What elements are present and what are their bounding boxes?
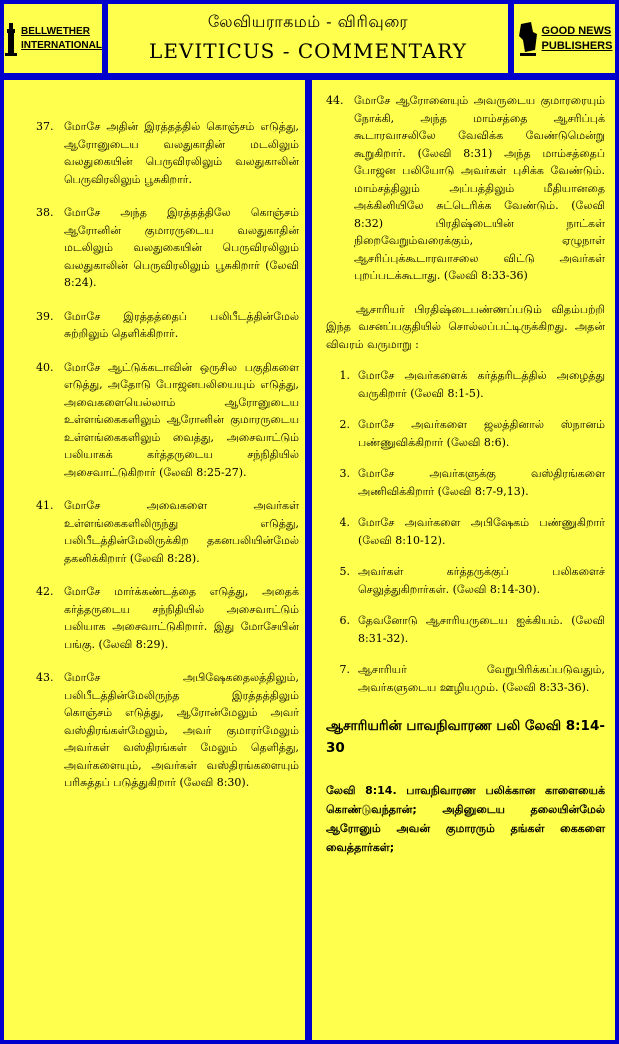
verse-37 xyxy=(36,118,299,188)
item-number: 6. xyxy=(339,614,350,627)
title-tamil: லேவியராகமம் - விரிவுரை xyxy=(207,12,409,31)
verse-text: மோசே அபிஷேகதைலத்திலும், பலிபீடத்தின்மேலிருந்த இரத்தத்திலும் கொஞ்சம் எடுத்து, ஆரோன்மேலும் அவர் வஸ்திரங்கள்மேலும், அவர் குமாரர்மேலும் அவர்கள் வஸ்திரங்கள் மேலும் தெளித்து, அவர்களையும், அவர்கள் வஸ்திரங்களையும் பரிசுத்தப் படுத்துகிறார் (லேவி 8:30). xyxy=(64,671,299,789)
right-column xyxy=(312,80,615,1040)
verse-number: 41. xyxy=(36,499,54,512)
verse-number: 43. xyxy=(36,671,54,684)
intro-paragraph: ஆசாரியர் பிரதிஷ்டைபண்ணப்படும் விதம்பற்றி இந்த வசனப்பகுதியில் சொல்லப்பட்டிருக்கிறது. அதன் விவரம் வருமாறு : xyxy=(326,302,605,351)
item-number: 5. xyxy=(339,565,350,578)
summary-item xyxy=(326,367,605,403)
item-text: மோசே அவர்களைக் கர்த்தரிடத்தில் அழைத்து வருகிறார் (லேவி 8:1-5). xyxy=(358,369,605,400)
final-paragraph: லேவி 8:14. பாவநிவாரண பலிக்கான காளையைக் கொண்டுவந்தான்; அதினுடைய தலையின்மேல் ஆரோனும் அவன் குமாரரும் தங்கள் கைகளை வைத்தார்கள்; xyxy=(326,784,605,854)
summary-item xyxy=(326,612,605,648)
verse-number: 38. xyxy=(36,206,54,219)
verse-38 xyxy=(36,204,299,292)
item-text: மோசே அவர்களுக்கு வஸ்திரங்களை அணிவிக்கிறார் (லேவி 8:7-9,13). xyxy=(358,467,605,498)
item-text: மோசே அவர்களை ஜலத்தினால் ஸ்நானம் பண்ணுவிக்கிறார் (லேவி 8:6). xyxy=(358,418,605,449)
summary-item xyxy=(326,563,605,599)
item-text: ஆசாரியர் வேறுபிரிக்கப்படுவதும், அவர்களுடைய ஊழியமும். (லேவி 8:33-36). xyxy=(358,663,605,694)
verse-text: மோசே அந்த இரத்தத்திலே கொஞ்சம் ஆரோனின் குமாரருடைய வலதுகாதின் மடலிலும் வலதுகையின் பெருவிரலிலும் வலதுகாலின் பெருவிரலிலும் பூசுகிறார் (லேவி 8:24). xyxy=(64,206,299,289)
verse-text: மோசே இரத்தத்தைப் பலிபீடத்தின்மேல் சுற்றிலும் தெளிக்கிறார். xyxy=(64,309,299,340)
verse-number: 42. xyxy=(36,585,54,598)
verse-44 xyxy=(326,92,605,285)
good-news-icon xyxy=(517,20,539,58)
verse-text: மோசே அவைகளை அவர்கள் உள்ளங்கைகளிலிருந்து எடுத்து, பலிபீடத்தின்மேலிருக்கிற தகனபலியின்மேல் தகனிக்கிறார் (லேவி 8:28). xyxy=(64,499,299,565)
item-number: 4. xyxy=(339,516,350,529)
verse-text: மோசே மார்க்கண்டத்தை எடுத்து, அதைக் கர்த்தருடைய சந்நிதியில் அசைவாட்டும் பலியாக அசைவாட்டுகிறார். இது மோசேயின் பங்கு. (லேவி 8:29). xyxy=(64,585,299,651)
left-column xyxy=(4,80,305,1040)
verse-text: மோசே அதின் இரத்தத்தில் கொஞ்சம் எடுத்து, ஆரோனுடைய வலதுகாதின் மடலிலும் வலதுகையின் பெருவிரலிலும் வலதுகாலின் பெருவிரலிலும் பூசுகிறார். xyxy=(64,120,299,186)
item-number: 1. xyxy=(339,369,350,382)
item-number: 3. xyxy=(339,467,350,480)
verse-text: மோசே ஆட்டுக்கடாவின் ஒருசில பகுதிகளை எடுத்து, அதோடு போஜனபலியையும் எடுத்து, அவைகளையெல்லாம் ஆரோனுடைய உள்ளங்கைகளிலும் ஆரோனின் குமாரருடைய உள்ளங்கைகளிலும் வைத்து, அசைவாட்டும் பலியாகக் கர்த்தருடைய சந்நிதியில் அசைவாட்டுகிறார் (லேவி 8:25-27). xyxy=(64,360,299,479)
verse-number: 44. xyxy=(326,94,344,107)
verse-41 xyxy=(36,497,299,567)
verse-number: 40. xyxy=(36,360,54,374)
verse-text: மோசே ஆரோனையும் அவருடைய குமாரரையும் நோக்கி, அந்த மாம்சத்தை ஆசரிப்புக் கூடாரவாசலிலே வேவிக்க வேண்டுமென்று கூறுகிறார். (லேவி 8:31) அந்த மாம்சத்தைப் போஜன பலியோடு அவர்கள் புசிக்க வேண்டும். மாம்சத்திலும் அப்பத்திலும் மீதியானதை அக்கினியிலே சுட்டெரிக்க வேண்டும். (லேவி 8:32) பிரதிஷ்டையின் நாட்கள் நிறைவேறும்வரைக்கும், ஏழுநாள் ஆசரிப்புக்கூடாரவாசலை விட்டு அவர்கள் புறப்படக்கூடாது. (லேவி 8:33-36) xyxy=(354,94,605,282)
summary-item xyxy=(326,661,605,697)
summary-item xyxy=(326,416,605,452)
summary-item xyxy=(326,465,605,501)
item-number: 7. xyxy=(339,663,350,676)
verse-40 xyxy=(36,359,299,482)
bellwether-icon xyxy=(4,21,18,57)
verse-43 xyxy=(36,669,299,792)
bellwether-logo xyxy=(4,4,102,73)
verse-number: 39. xyxy=(36,309,54,323)
verse-42 xyxy=(36,583,299,653)
good-news-logo-text: GOOD NEWS PUBLISHERS xyxy=(541,24,613,52)
item-text: தேவனோடு ஆசாரியருடைய ஐக்கியம். (லேவி 8:31-32). xyxy=(358,614,605,645)
verse-39 xyxy=(36,308,299,343)
bellwether-logo-text: BELLWETHER INTERNATIONAL xyxy=(21,25,102,51)
good-news-logo xyxy=(514,4,615,73)
section-heading: ஆசாரியரின் பாவநிவாரண பலி லேவி 8:14-30 xyxy=(326,718,605,756)
summary-item xyxy=(326,514,605,550)
verse-number: 37. xyxy=(36,120,54,133)
page-header xyxy=(108,4,508,73)
title-english: LEVITICUS - COMMENTARY xyxy=(149,39,467,63)
item-text: அவர்கள் கர்த்தருக்குப் பலிகளைச் செலுத்துகிறார்கள். (லேவி 8:14-30). xyxy=(358,565,605,596)
item-number: 2. xyxy=(339,418,350,431)
item-text: மோசே அவர்களை அபிஷேகம் பண்ணுகிறார் (லேவி 8:10-12). xyxy=(358,516,605,547)
